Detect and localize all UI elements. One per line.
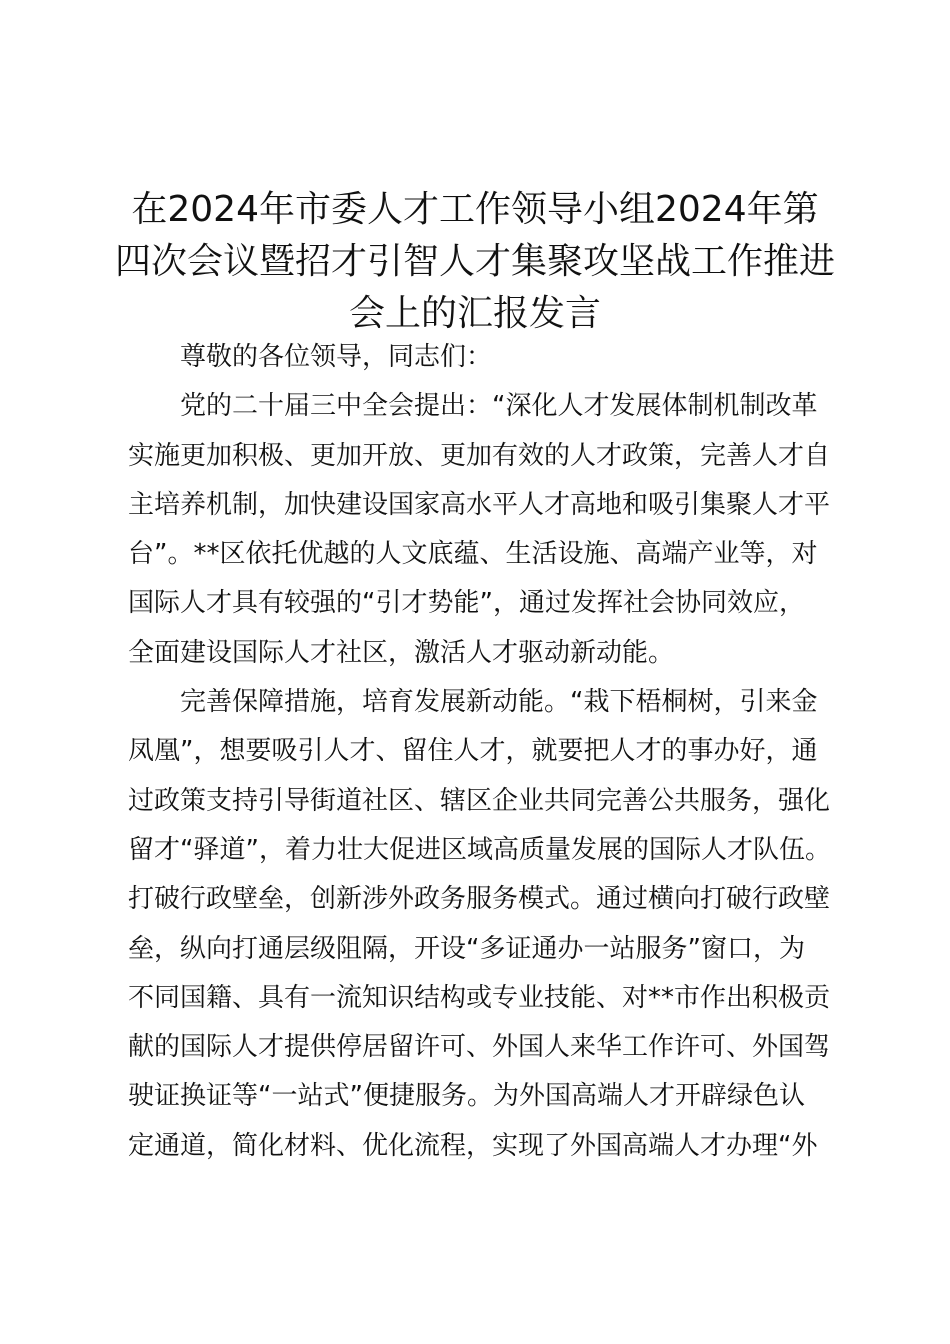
text-line: 留才“驿道”，着力壮大促进区域高质量发展的国际人才队伍。: [128, 834, 831, 865]
salutation: 尊敬的各位领导，同志们：: [180, 342, 493, 372]
text-line: 垒，纵向打通层级阻隔，开设“多证通办一站服务”窗口，为: [128, 933, 805, 964]
text-line: 驶证换证等“一站式”便捷服务。为外国高端人才开辟绿色认: [128, 1081, 805, 1112]
text-line: 不同国籍、具有一流知识结构或专业技能、对**市作出积极贡: [128, 982, 831, 1013]
text-line: 凤凰”，想要吸引人才、留住人才，就要把人才的事办好，通: [128, 736, 818, 767]
title-line: 会上的汇报发言: [348, 293, 601, 334]
text-line: 过政策支持引导街道社区、辖区企业共同完善公共服务，强化: [128, 785, 831, 816]
text-line: 完善保障措施，培育发展新动能。“栽下梧桐树，引来金: [180, 687, 818, 718]
text-line: 台”。**区依托优越的人文底蕴、生活设施、高端产业等，对: [128, 539, 818, 570]
text-line: 献的国际人才提供停居留许可、外国人来华工作许可、外国驾: [128, 1032, 831, 1063]
text-line: 定通道，简化材料、优化流程，实现了外国高端人才办理“外: [128, 1130, 818, 1161]
text-line: 国际人才具有较强的“引才势能”，通过发挥社会协同效应，: [128, 588, 805, 619]
text-line: 实施更加积极、更加开放、更加有效的人才政策，完善人才自: [128, 440, 831, 471]
text-line: 打破行政壁垒，创新涉外政务服务模式。通过横向打破行政壁: [128, 884, 831, 915]
text-line: 党的二十届三中全会提出：“深化人才发展体制机制改革: [180, 391, 818, 422]
text-line: 主培养机制，加快建设国家高水平人才高地和吸引集聚人才平: [128, 489, 831, 520]
text-line: 全面建设国际人才社区，激活人才驱动新动能。: [128, 637, 675, 668]
title-line: 在2024年市委人才工作领导小组2024年第: [131, 189, 819, 230]
title-line: 四次会议暨招才引智人才集聚攻坚战工作推进: [114, 241, 835, 282]
document-title: [110, 184, 840, 340]
document-body: [128, 333, 838, 1171]
